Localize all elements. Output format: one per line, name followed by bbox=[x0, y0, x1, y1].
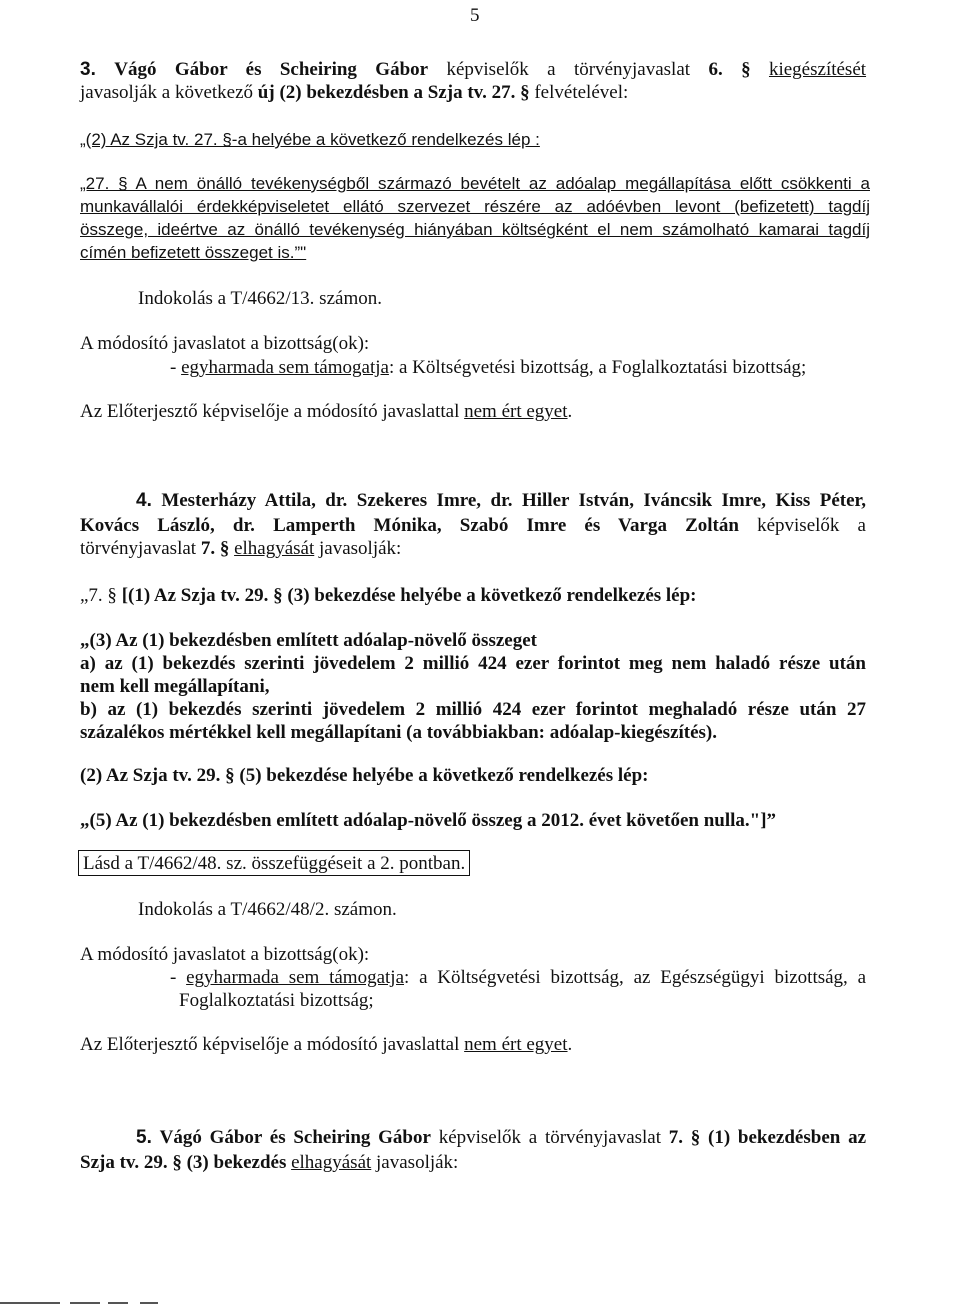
section-ref: 7. § (1) bekezdésben az bbox=[668, 1127, 866, 1148]
committee-vote: egyharmada sem támogatja bbox=[181, 357, 389, 378]
committee-list: : a Költségvetési bizottság, a Foglalkoztatási bizottság; bbox=[388, 357, 807, 378]
amendment-number: 5. bbox=[136, 1127, 152, 1148]
text: Az Előterjesztő képviselője a módosító javaslattal bbox=[80, 401, 465, 422]
quote-line: „(3) Az (1) bekezdésben említett adóalap-növelő összeget bbox=[80, 630, 537, 651]
line bbox=[80, 514, 866, 537]
proposers: Mesterházy Attila, dr. Szekeres Imre, dr. Hiller István, Iváncsik Imre, Kiss Péter, bbox=[161, 490, 866, 511]
proposers: Kovács László, dr. Lamperth Mónika, Szabó Imre és Varga Zoltán bbox=[80, 515, 739, 536]
presenter-vote: nem ért egyet bbox=[464, 1034, 568, 1055]
quote-line: a) az (1) bekezdés szerinti jövedelem 2 millió 424 ezer forintot meg nem haladó része után bbox=[80, 653, 866, 674]
text: képviselők a bbox=[738, 515, 866, 536]
committee-list: : a Költségvetési bizottság, az Egészségügyi bizottság, a bbox=[404, 967, 867, 988]
line bbox=[136, 1126, 866, 1149]
quote-line: nem kell megállapítani, bbox=[80, 676, 270, 697]
proposers: Vágó Gábor és Scheiring Gábor bbox=[159, 1127, 431, 1148]
amendment-5-line1 bbox=[136, 1126, 866, 1149]
committee-vote: egyharmada sem támogatja bbox=[186, 967, 405, 988]
quote-text: „27. § A nem önálló tevékenységből származó bevételt az adóalap megállapítása előtt csökkenti a bbox=[80, 174, 870, 193]
quote-line bbox=[80, 241, 870, 264]
quote-text: [(1) Az Szja tv. 29. § (3) bekezdése helyébe a következő rendelkezés lép: bbox=[121, 585, 697, 606]
committee-intro: A módosító javaslatot a bizottság(ok): bbox=[80, 333, 370, 354]
page-number: 5 bbox=[470, 5, 480, 26]
line bbox=[136, 489, 866, 512]
text: képviselők a törvényjavaslat bbox=[428, 59, 709, 80]
presenter-vote: nem ért egyet bbox=[464, 401, 568, 422]
presenter-opinion bbox=[80, 400, 866, 423]
quote-4-para3 bbox=[80, 809, 866, 832]
presenter-opinion bbox=[80, 1033, 866, 1056]
amendment-3-line1 bbox=[80, 58, 866, 81]
amendment-type: elhagyását bbox=[234, 538, 315, 559]
committee-opinion bbox=[80, 966, 866, 1012]
quote-text: munkavállalói érdekképviseletet ellátó szervezet részére az adóévben levont (befizetett) tagdíj bbox=[80, 197, 870, 216]
quoted-paragraph bbox=[80, 172, 870, 264]
text: javasolják a következő bbox=[80, 82, 258, 103]
text: Az Előterjesztő képviselője a módosító javaslattal bbox=[80, 1034, 465, 1055]
quote-text: összege, ideértve az önálló tevékenység hiányában költségként el nem számolható kamarai tagdíj bbox=[80, 220, 870, 239]
quote-text: címén befizetett összeget is.”" bbox=[80, 243, 307, 262]
text: . bbox=[567, 401, 573, 422]
quote-4-line1 bbox=[80, 584, 866, 607]
amendment-type: kiegészítését bbox=[768, 59, 867, 80]
quote-line: b) az (1) bekezdés szerinti jövedelem 2 millió 424 ezer forintot meghaladó része után 27 bbox=[80, 699, 866, 720]
amendment-4-line2 bbox=[80, 514, 866, 560]
dash: - bbox=[170, 357, 182, 378]
amendment-3-line2 bbox=[80, 81, 866, 104]
section-ref: új (2) bekezdésben a Szja tv. 27. § bbox=[257, 82, 530, 103]
quote-line bbox=[80, 218, 870, 241]
quote-line bbox=[80, 195, 870, 218]
quote-4-para2 bbox=[80, 764, 866, 787]
committee-intro: A módosító javaslatot a bizottság(ok): bbox=[80, 944, 370, 965]
quoted-line: „(2) Az Szja tv. 27. §-a helyébe a következő rendelkezés lép : bbox=[80, 130, 540, 149]
amendment-4-line1 bbox=[136, 489, 866, 512]
text: javasolják: bbox=[314, 538, 402, 559]
line bbox=[80, 537, 866, 560]
line bbox=[170, 966, 866, 989]
section-ref: 7. § bbox=[200, 538, 230, 559]
text: törvényjavaslat bbox=[80, 538, 201, 559]
text: „7. § bbox=[80, 585, 122, 606]
committee-list: Foglalkoztatási bizottság; bbox=[179, 990, 374, 1011]
text: képviselők a törvényjavaslat bbox=[430, 1127, 669, 1148]
quoted-intro bbox=[80, 128, 866, 151]
text: felvételével: bbox=[529, 82, 629, 103]
amendment-5-line2 bbox=[80, 1151, 866, 1174]
text: . bbox=[567, 1034, 573, 1055]
quote-4-body bbox=[80, 629, 866, 744]
section-ref: 6. § bbox=[708, 59, 751, 80]
amendment-type: elhagyását bbox=[291, 1152, 372, 1173]
amendment-number: 3. bbox=[80, 59, 96, 80]
proposers: Vágó Gábor és Scheiring Gábor bbox=[114, 59, 429, 80]
text: javasolják: bbox=[371, 1152, 459, 1173]
justification: Indokolás a T/4662/13. számon. bbox=[138, 288, 382, 309]
dash: - bbox=[170, 967, 187, 988]
quote-line: „(5) Az (1) bekezdésben említett adóalap-növelő összeg a 2012. évet követően nulla."]” bbox=[80, 810, 777, 831]
reference-note-box: Lásd a T/4662/48. sz. összefüggéseit a 2. pontban. bbox=[78, 850, 470, 876]
section-ref: Szja tv. 29. § (3) bekezdés bbox=[80, 1152, 287, 1173]
quote-line: (2) Az Szja tv. 29. § (5) bekezdése helyébe a következő rendelkezés lép: bbox=[80, 765, 649, 786]
committee-opinion bbox=[80, 356, 956, 379]
justification: Indokolás a T/4662/48/2. számon. bbox=[138, 899, 397, 920]
quote-line bbox=[80, 172, 870, 195]
amendment-number: 4. bbox=[136, 490, 152, 511]
amendment-3-header bbox=[80, 58, 866, 104]
footer-dashed-rule bbox=[0, 1302, 960, 1308]
quote-line: százalékos mértékkel kell megállapítani (a továbbiakban: adóalap-kiegészítés). bbox=[80, 722, 718, 743]
